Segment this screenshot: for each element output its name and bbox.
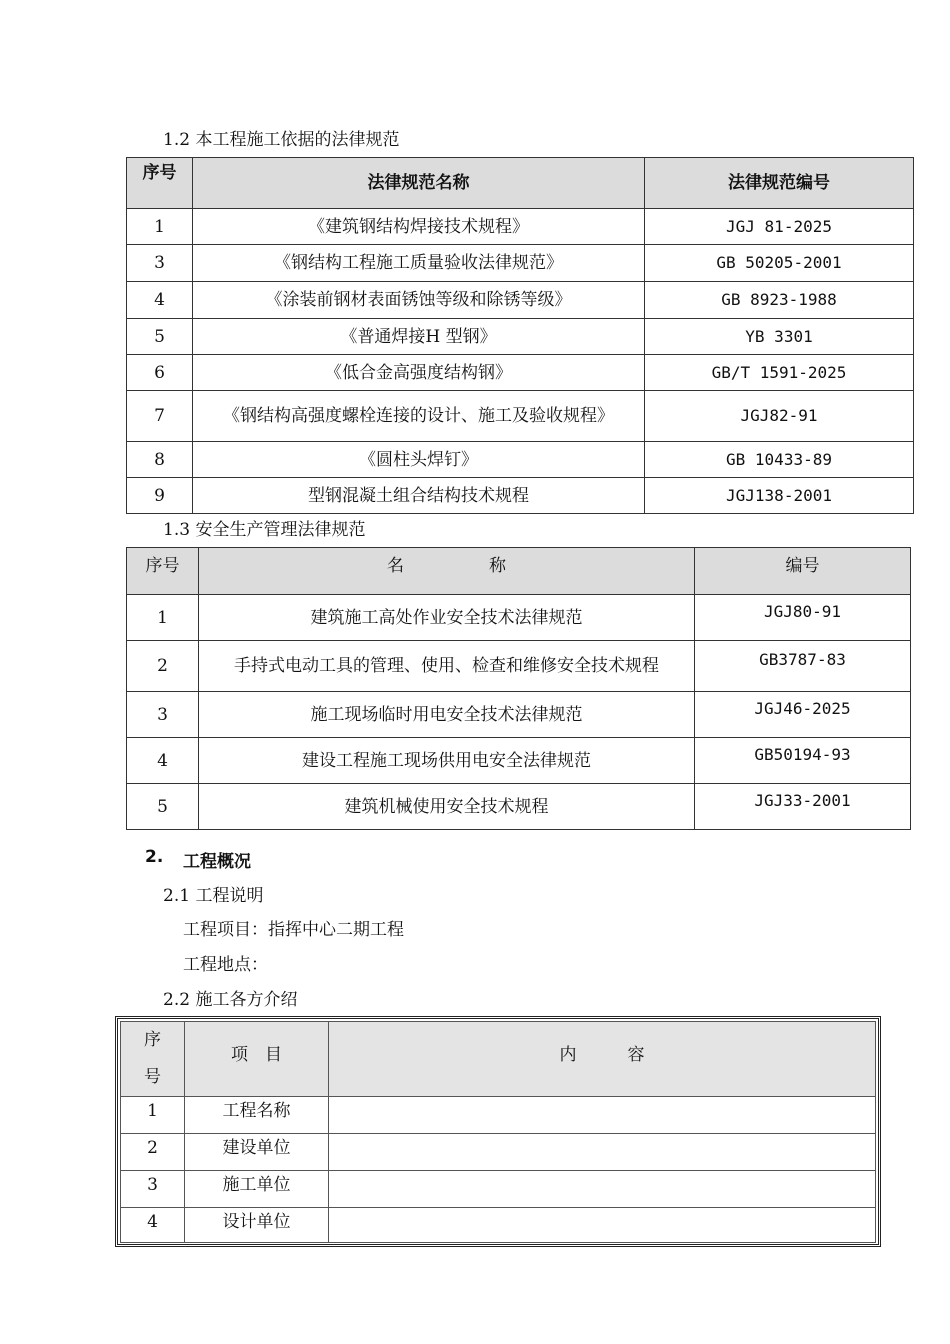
table-row (121, 1134, 876, 1171)
row-name: 《普通焊接H 型钢》 (193, 319, 645, 355)
table-row (127, 784, 911, 830)
row-name: 《涂装前钢材表面锈蚀等级和除锈等级》 (193, 282, 645, 319)
table-row (121, 1208, 876, 1243)
row-content (329, 1134, 876, 1171)
row-code: GB 8923-1988 (645, 282, 914, 319)
header-item: 项 目 (185, 1022, 329, 1097)
row-no: 8 (127, 442, 193, 478)
table-row (121, 1171, 876, 1208)
table-row (127, 692, 911, 738)
row-name: 《低合金高强度结构钢》 (193, 355, 645, 391)
row-no: 3 (121, 1171, 185, 1208)
row-name: 建设工程施工现场供用电安全法律规范 (199, 738, 695, 784)
row-item: 建设单位 (185, 1134, 329, 1171)
row-name: 建筑机械使用安全技术规程 (199, 784, 695, 830)
table-row (127, 355, 914, 391)
row-name: 施工现场临时用电安全技术法律规范 (199, 692, 695, 738)
table-row (127, 738, 911, 784)
row-content (329, 1208, 876, 1243)
section-2-2-heading: 2.2 施工各方介绍 (163, 990, 298, 1010)
header-code: 编号 (695, 548, 911, 595)
section-1-2-heading: 1.2 本工程施工依据的法律规范 (163, 130, 400, 150)
row-no: 4 (127, 738, 199, 784)
header-name: 法律规范名称 (193, 158, 645, 209)
row-no: 2 (127, 641, 199, 692)
row-item: 施工单位 (185, 1171, 329, 1208)
table-row (127, 595, 911, 641)
row-item: 工程名称 (185, 1097, 329, 1134)
table-row (127, 641, 911, 692)
row-no: 9 (127, 478, 193, 514)
header-no: 序号 (127, 548, 199, 595)
row-code: GB 10433-89 (645, 442, 914, 478)
row-code: YB 3301 (645, 319, 914, 355)
project-site-line: 工程地点： (183, 955, 268, 975)
row-code: JGJ46-2025 (695, 692, 911, 738)
row-no: 7 (127, 391, 193, 442)
row-name: 《钢结构高强度螺栓连接的设计、施工及验收规程》 (193, 391, 645, 442)
row-content (329, 1171, 876, 1208)
row-item: 设计单位 (185, 1208, 329, 1243)
table-row (127, 245, 914, 282)
row-no: 5 (127, 784, 199, 830)
row-content (329, 1097, 876, 1134)
table-row (127, 209, 914, 245)
project-name-line: 工程项目：指挥中心二期工程 (183, 920, 404, 940)
safety-standards-table (126, 547, 911, 830)
row-name: 《钢结构工程施工质量验收法律规范》 (193, 245, 645, 282)
row-no: 1 (127, 209, 193, 245)
row-code: GB 50205-2001 (645, 245, 914, 282)
section-2-1-heading: 2.1 工程说明 (163, 886, 264, 906)
table-row (127, 319, 914, 355)
row-no: 1 (121, 1097, 185, 1134)
row-no: 3 (127, 692, 199, 738)
row-no: 4 (127, 282, 193, 319)
row-name: 《圆柱头焊钉》 (193, 442, 645, 478)
row-no: 2 (121, 1134, 185, 1171)
parties-table (120, 1021, 876, 1243)
section-1-3-heading: 1.3 安全生产管理法律规范 (163, 520, 366, 540)
table-row (127, 478, 914, 514)
row-no: 4 (121, 1208, 185, 1243)
header-content: 内 容 (329, 1022, 876, 1097)
table-row (127, 282, 914, 319)
table-row (127, 442, 914, 478)
row-no: 6 (127, 355, 193, 391)
header-code: 法律规范编号 (645, 158, 914, 209)
row-no: 3 (127, 245, 193, 282)
header-no: 序 号 (121, 1022, 185, 1097)
row-code: JGJ82-91 (645, 391, 914, 442)
header-name: 名 称 (199, 548, 695, 595)
row-code: JGJ33-2001 (695, 784, 911, 830)
row-code: GB3787-83 (695, 641, 911, 692)
legal-standards-table (126, 157, 914, 514)
section-2-heading: 工程概况 (183, 852, 251, 872)
row-no: 5 (127, 319, 193, 355)
table-row (121, 1097, 876, 1134)
row-code: GB50194-93 (695, 738, 911, 784)
row-name: 建筑施工高处作业安全技术法律规范 (199, 595, 695, 641)
row-code: JGJ138-2001 (645, 478, 914, 514)
row-code: JGJ 81-2025 (645, 209, 914, 245)
row-name: 手持式电动工具的管理、使用、检查和维修安全技术规程 (199, 641, 695, 692)
table-row (127, 391, 914, 442)
row-name: 型钢混凝土组合结构技术规程 (193, 478, 645, 514)
row-code: GB/T 1591-2025 (645, 355, 914, 391)
row-name: 《建筑钢结构焊接技术规程》 (193, 209, 645, 245)
header-no: 序号 (127, 158, 193, 209)
section-2-number: 2. (145, 847, 164, 867)
row-no: 1 (127, 595, 199, 641)
row-code: JGJ80-91 (695, 595, 911, 641)
